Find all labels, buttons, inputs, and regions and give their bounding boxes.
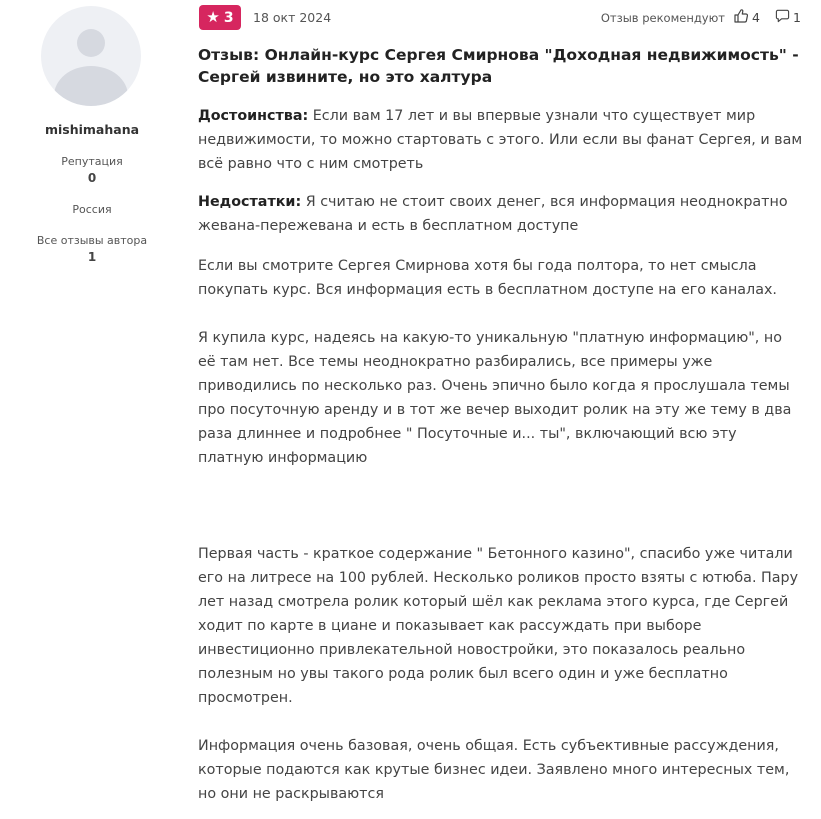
pros-label: Достоинства: (198, 108, 309, 124)
recommend-label: Отзыв рекомендуют (600, 11, 725, 25)
reputation-label: Репутация (61, 155, 123, 168)
pros-section (198, 104, 803, 176)
like-button[interactable] (733, 8, 760, 27)
author-country: Россия (72, 203, 112, 216)
rating-badge (199, 5, 241, 30)
likes-count: 4 (752, 10, 760, 25)
review-title: Отзыв: Онлайн-курс Сергея Смирнова "Доходная недвижимость" - Сергей извините, но это халтура (198, 46, 799, 86)
all-reviews-count: 1 (87, 250, 97, 264)
reputation-value: 0 (87, 171, 97, 185)
pros-text: Если вам 17 лет и вы впервые узнали что существует мир недвижимости, то можно стартовать с этого. Или если вы фанат Сергея, и вам всё равно что с ним смотреть (198, 108, 803, 172)
comments-button[interactable] (775, 8, 801, 26)
review-paragraph: Первая часть - краткое содержание " Бетонного казино", спасибо уже читали его на литресе на 100 рублей. Несколько роликов просто взяты с ютюба. Пару лет назад смотрела ролик который шёл как реклама этого курса, где Сергей ходит по карте в циане и показывает как рассуждать при выборе инвестиционно привлекательной новостройки, это показалось реально полезным но увы такого рода ролик был всего один и уже бесплатно просмотрен. (198, 546, 799, 706)
cons-section (198, 190, 803, 238)
review-paragraph: Информация очень базовая, очень общая. Есть субъективные рассуждения, которые подаются как крутые бизнес идеи. Заявлено много интересных тем, но они не раскрываются (198, 738, 790, 802)
review-paragraph: Если вы смотрите Сергея Смирнова хотя бы года полтора, то нет смысла покупать курс. Вся информация есть в бесплатном доступе на его каналах. (198, 258, 777, 298)
star-icon: ★ (206, 8, 220, 26)
review-date: 18 окт 2024 (253, 10, 332, 25)
thumbs-up-icon (733, 8, 749, 27)
comments-count: 1 (793, 9, 801, 25)
author-name-link[interactable]: mishimahana (44, 122, 140, 137)
all-reviews-link[interactable]: Все отзывы автора (36, 234, 148, 247)
comment-bubble-icon (775, 8, 790, 26)
cons-text: Я считаю не стоит своих денег, вся информация неоднократно жевана-пережевана и есть в бесплатном доступе (198, 194, 788, 234)
review-paragraph: Я купила курс, надеясь на какую-то уникальную "платную информацию", но её там нет. Все темы неоднократно разбирались, все примеры уже приводились по несколько раз. Очень эпично было когда я прослушала темы про посуточную аренду и в тот же вечер выходит ролик на эту же тему в два раза длиннее и подробнее " Посуточные и... ты", включающий всю эту платную информацию (198, 330, 792, 466)
cons-label: Недостатки: (198, 194, 302, 210)
avatar[interactable] (41, 6, 141, 106)
rating-value: 3 (223, 9, 234, 26)
user-placeholder-icon (77, 29, 105, 57)
